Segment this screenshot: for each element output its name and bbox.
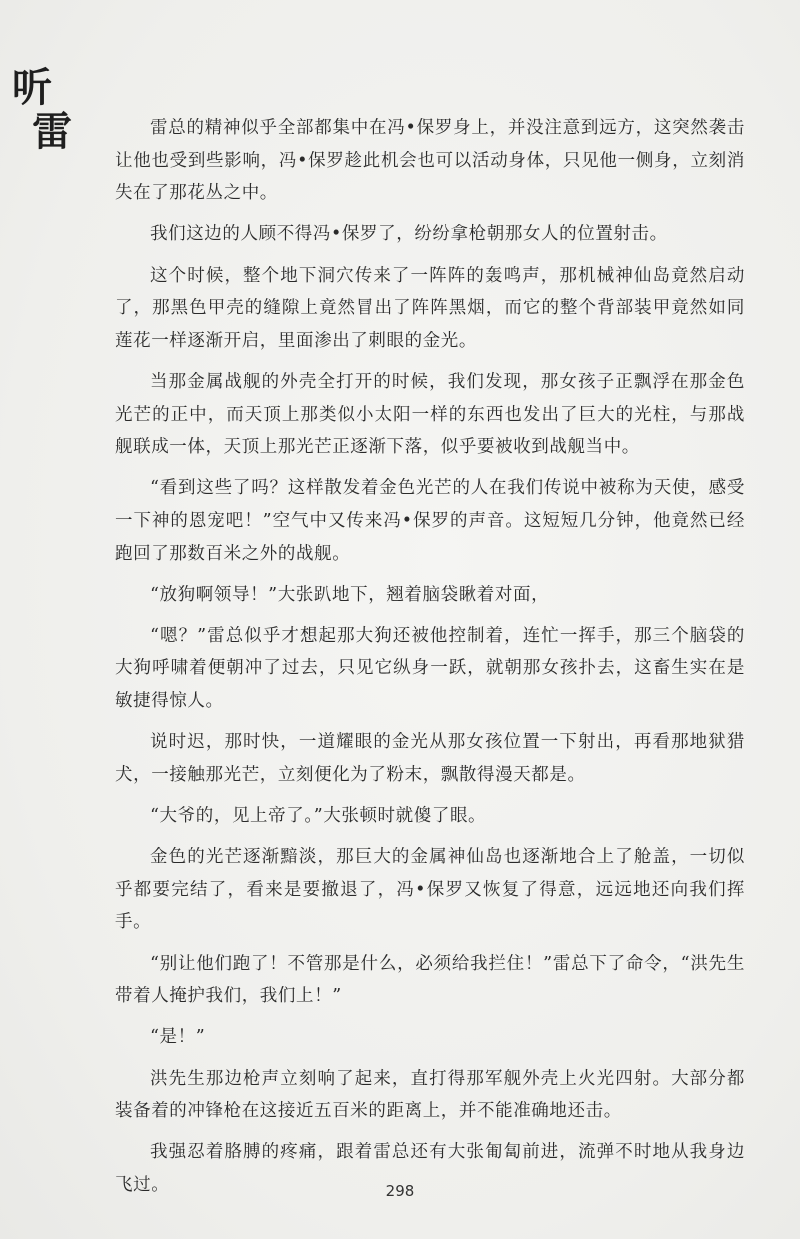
paragraph: “看到这些了吗？这样散发着金色光芒的人在我们传说中被称为天使，感受一下神的恩宠吧！”空气中又传来冯•保罗的声音。这短短几分钟，他竟然已经跑回了那数百米之外的战舰。 (115, 478, 745, 564)
running-header-title (10, 66, 80, 154)
page-number: 298 (385, 1182, 415, 1200)
paragraph: “嗯？”雷总似乎才想起那大狗还被他控制着，连忙一挥手，那三个脑袋的大狗呼啸着便朝冲了过去，只见它纵身一跃，就朝那女孩扑去，这畜生实在是敏捷得惊人。 (115, 625, 745, 712)
paragraph: “大爷的，见上帝了。”大张顿时就傻了眼。 (150, 806, 487, 827)
paragraph: “别让他们跑了！不管那是什么，必须给我拦住！”雷总下了命令，“洪先生带着人掩护我们，我们上！” (115, 953, 745, 1007)
paragraph: 洪先生那边枪声立刻响了起来，直打得那军舰外壳上火光四射。大部分都装备着的冲锋枪在这接近五百米的距离上，并不能准确地还击。 (115, 1068, 745, 1122)
paragraph: 我们这边的人顾不得冯•保罗了，纷纷拿枪朝那女人的位置射击。 (150, 224, 668, 245)
body-text (115, 112, 745, 1210)
title-char-lei: 雷 (32, 108, 72, 155)
paragraph: 我强忍着胳膊的疼痛，跟着雷总还有大张匍匐前进，流弹不时地从我身边飞过。 (115, 1142, 745, 1195)
paragraph: 这个时候，整个地下洞穴传来了一阵阵的轰鸣声，那机械神仙岛竟然启动了，那黑色甲壳的缝隙上竟然冒出了阵阵黑烟，而它的整个背部装甲竟然如同莲花一样逐渐开启，里面渗出了刺眼的金光。 (115, 265, 745, 351)
paragraph: 当那金属战舰的外壳全打开的时候，我们发现，那女孩子正飘浮在那金色光芒的正中，而天顶上那类似小太阳一样的东西也发出了巨大的光柱，与那战舰联成一体，天顶上那光芒正逐渐下落，似乎要被收到战舰当中。 (115, 371, 745, 458)
paragraph: 金色的光芒逐渐黯淡，那巨大的金属神仙岛也逐渐地合上了舱盖，一切似乎都要完结了，看来是要撤退了，冯•保罗又恢复了得意，远远地还向我们挥手。 (115, 847, 745, 933)
paragraph: “放狗啊领导！”大张趴地下，翘着脑袋瞅着对面， (150, 584, 550, 605)
paragraph: 雷总的精神似乎全部都集中在冯•保罗身上，并没注意到远方，这突然袭击让他也受到些影响，冯•保罗趁此机会也可以活动身体，只见他一侧身，立刻消失在了那花丛之中。 (115, 118, 745, 204)
paragraph: 说时迟，那时快，一道耀眼的金光从那女孩位置一下射出，再看那地狱猎犬，一接触那光芒，立刻便化为了粉末，飘散得漫天都是。 (115, 732, 745, 785)
title-char-ting: 听 (12, 64, 52, 111)
paragraph: “是！” (150, 1027, 206, 1048)
